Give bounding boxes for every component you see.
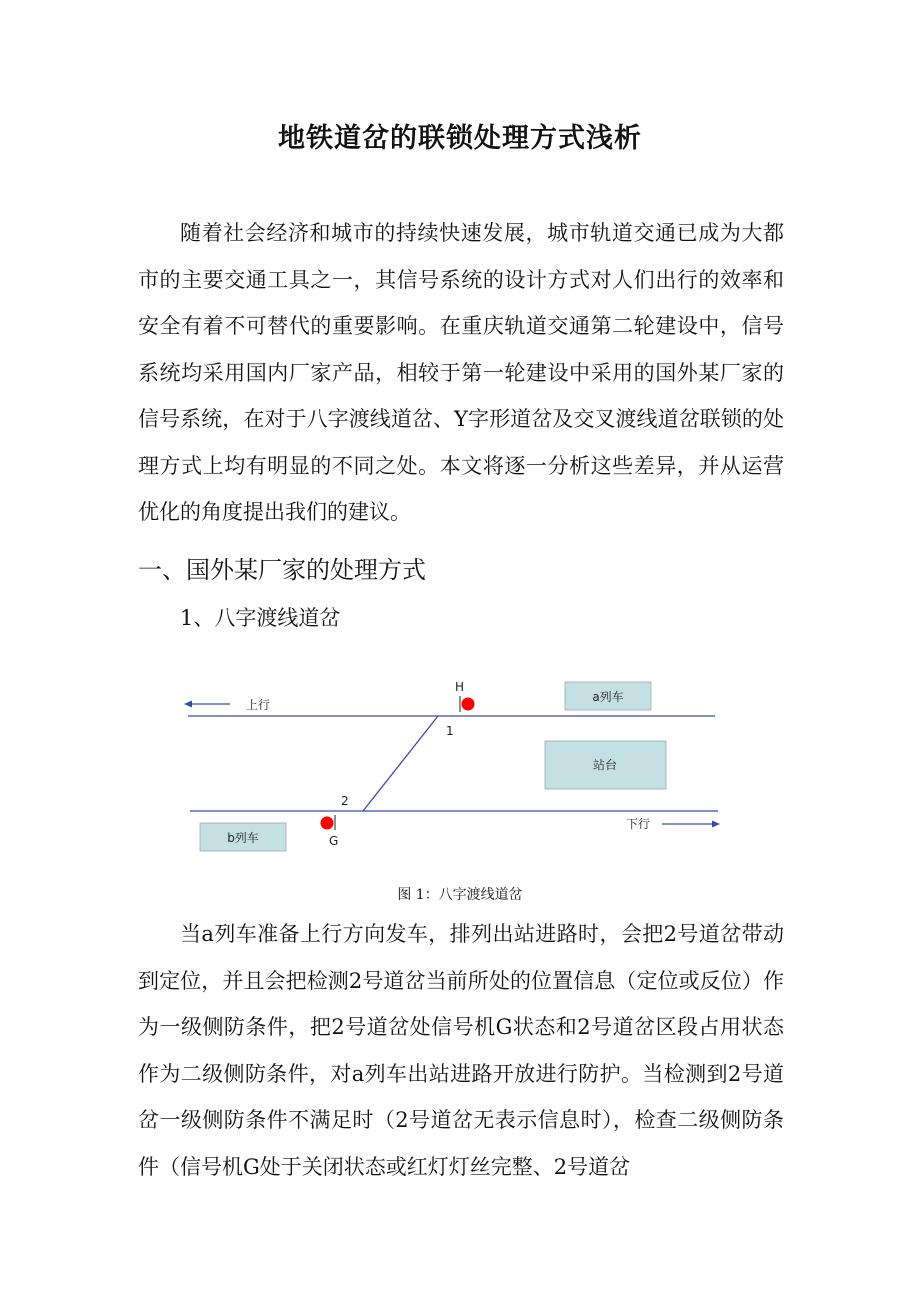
up-arrow-icon [184,701,192,708]
switch-2-label: 2 [341,794,349,808]
crossover-diagram [180,672,740,862]
up-label: 上行 [246,698,271,712]
body-paragraph: 当a列车准备上行方向发车，排列出站进路时，会把2号道岔带动到定位，并且会把检测2号道岔当前所处的位置信息（定位或反位）作为一级侧防条件，把2号道岔处信号机G状态和2号道岔区段占用状态作为二级侧防条件，对a列车出站进路开放进行防护。当检测到2号道岔一级侧防条件不满足时（2号道岔无表示信息时），检查二级侧防条件（信号机G处于关闭状态或红灯灯丝完整、2号道岔 [138,922,784,1179]
crossover-line [363,716,438,811]
switch-1-label: 1 [446,724,454,738]
document-title: 地铁道岔的联锁处理方式浅析 [278,123,642,154]
signal-g-red-light-icon [321,817,334,830]
down-arrow-icon [712,821,720,828]
subsection-heading: 1、八字渡线道岔 [180,606,341,630]
figure-caption: 图 1：八字渡线道岔 [397,887,523,903]
signal-g-label: G [329,834,339,848]
train-b-label: b列车 [227,831,259,845]
intro-paragraph: 随着社会经济和城市的持续快速发展，城市轨道交通已成为大都市的主要交通工具之一，其信号系统的设计方式对人们出行的效率和安全有着不可替代的重要影响。在重庆轨道交通第二轮建设中，信号系统均采用国内厂家产品，相较于第一轮建设中采用的国外某厂家的信号系统，在对于八字渡线道岔、Y字形道岔及交叉渡线道岔联锁的处理方式上均有明显的不同之处。本文将逐一分析这些差异，并从运营优化的角度提出我们的建议。 [138,221,784,524]
signal-h-red-light-icon [462,698,475,711]
down-label: 下行 [626,817,651,831]
platform-label: 站台 [592,758,618,772]
signal-h-label: H [455,680,465,694]
train-a-label: a列车 [592,690,624,704]
section-heading: 一、国外某厂家的处理方式 [138,556,426,584]
